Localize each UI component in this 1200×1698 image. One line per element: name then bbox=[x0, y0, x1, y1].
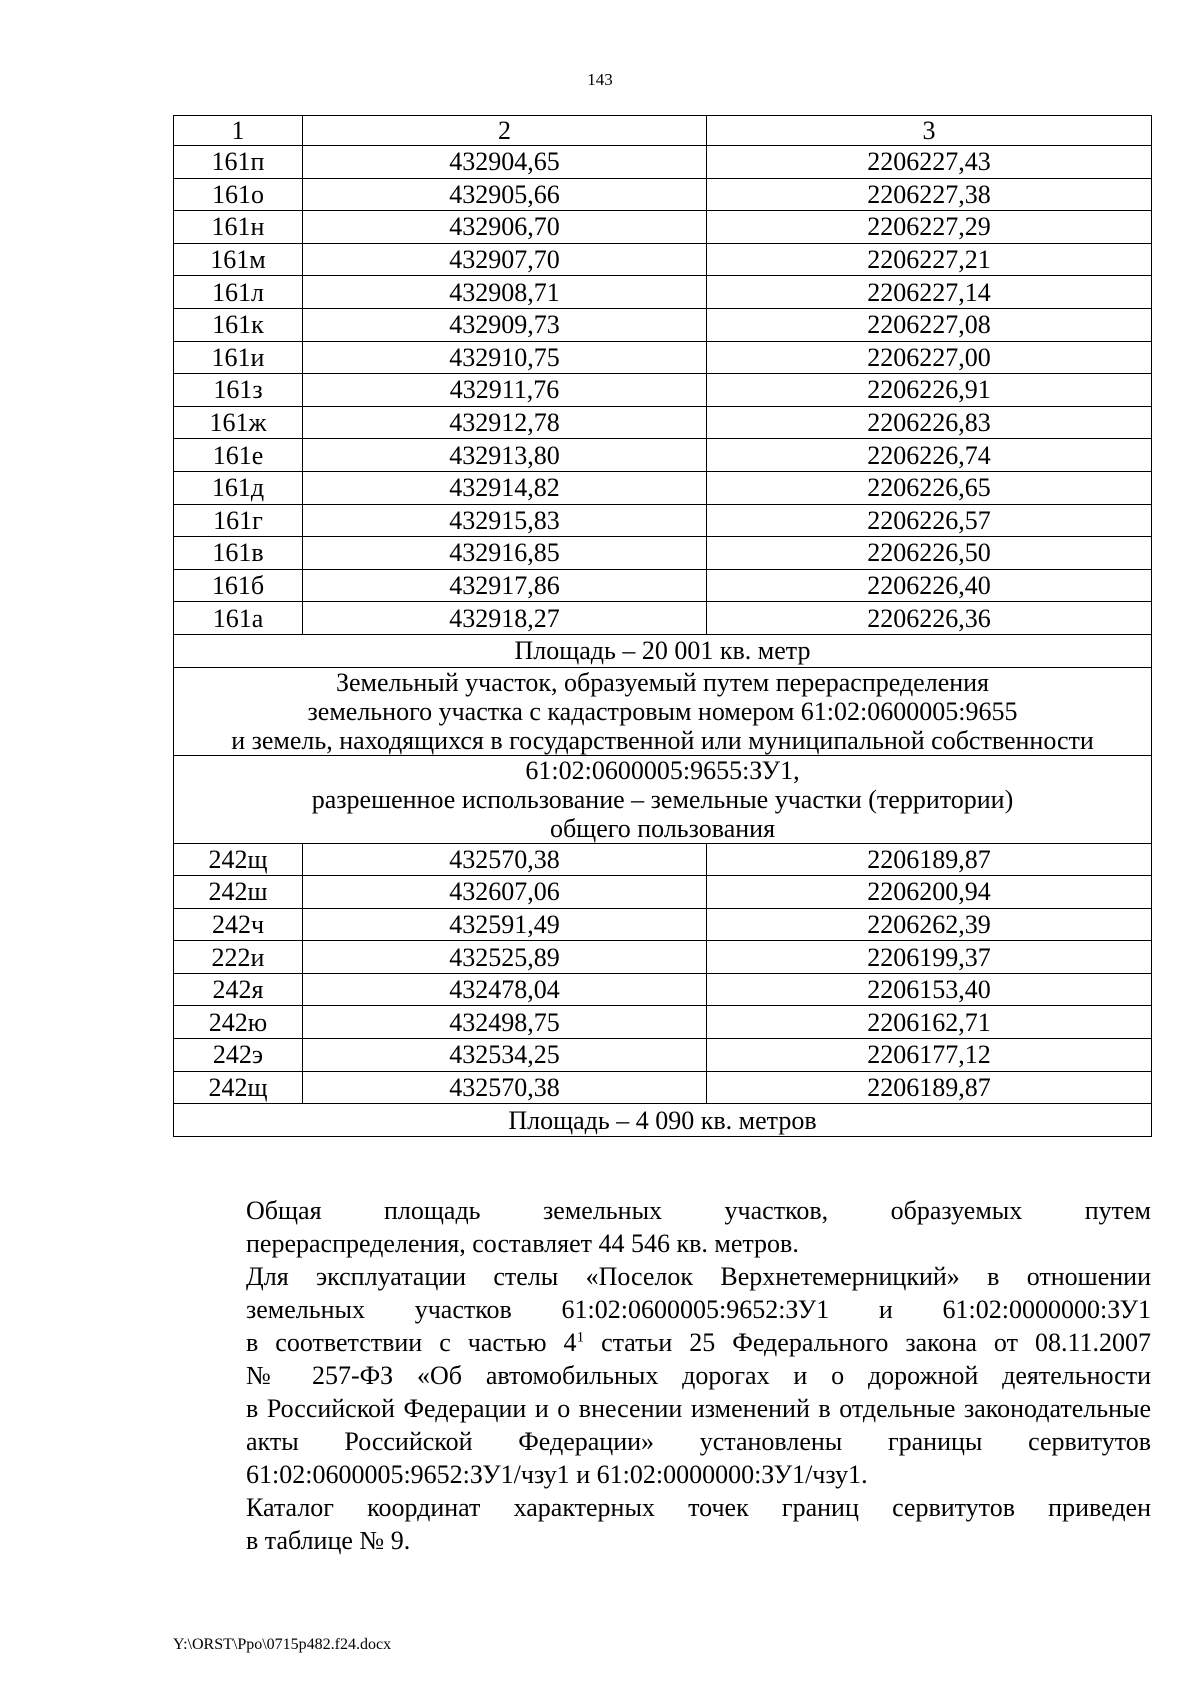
section-subtitle bbox=[174, 755, 1152, 843]
paragraph-servitude bbox=[173, 1260, 1151, 1491]
point-id-cell: 161н bbox=[174, 211, 303, 244]
y-coordinate-cell: 2206227,21 bbox=[707, 243, 1152, 276]
column-header: 3 bbox=[707, 116, 1152, 146]
point-id-cell: 242щ bbox=[174, 843, 303, 876]
table-row bbox=[174, 602, 1152, 635]
point-id-cell: 161б bbox=[174, 569, 303, 602]
table-row bbox=[174, 973, 1152, 1006]
table-row bbox=[174, 1006, 1152, 1039]
x-coordinate-cell: 432906,70 bbox=[303, 211, 707, 244]
section-subtitle-line: разрешенное использование – земельные участки (территории) bbox=[311, 784, 1014, 814]
table-row bbox=[174, 341, 1152, 374]
footer-file-path: Y:\ORST\Ppo\0715p482.f24.docx bbox=[173, 1636, 392, 1653]
y-coordinate-cell: 2206227,29 bbox=[707, 211, 1152, 244]
section-subtitle-row bbox=[174, 755, 1152, 843]
text-line: земельных участков 61:02:0600005:9652:ЗУ1 и 61:02:0000000:ЗУ1 bbox=[246, 1295, 1151, 1324]
x-coordinate-cell: 432607,06 bbox=[303, 876, 707, 909]
section-title-line: земельного участка с кадастровым номером 61:02:0600005:9655 bbox=[307, 696, 1018, 726]
y-coordinate-cell: 2206227,00 bbox=[707, 341, 1152, 374]
y-coordinate-cell: 2206226,74 bbox=[707, 439, 1152, 472]
y-coordinate-cell: 2206189,87 bbox=[707, 843, 1152, 876]
table-row bbox=[174, 146, 1152, 179]
x-coordinate-cell: 432907,70 bbox=[303, 243, 707, 276]
table-row bbox=[174, 211, 1152, 244]
area-total-2: Площадь – 4 090 кв. метров bbox=[174, 1104, 1152, 1137]
area-total-1: Площадь – 20 001 кв. метр bbox=[174, 634, 1152, 667]
group1-rows bbox=[174, 146, 1152, 635]
x-coordinate-cell: 432570,38 bbox=[303, 1071, 707, 1104]
x-coordinate-cell: 432570,38 bbox=[303, 843, 707, 876]
table-row bbox=[174, 569, 1152, 602]
table-row bbox=[174, 308, 1152, 341]
y-coordinate-cell: 2206226,50 bbox=[707, 537, 1152, 570]
area-row bbox=[174, 1104, 1152, 1137]
x-coordinate-cell: 432905,66 bbox=[303, 178, 707, 211]
x-coordinate-cell: 432909,73 bbox=[303, 308, 707, 341]
coordinates-table bbox=[173, 115, 1152, 1137]
section-title-line: и земель, находящихся в государственной или муниципальной собственности bbox=[231, 725, 1094, 755]
y-coordinate-cell: 2206227,14 bbox=[707, 276, 1152, 309]
group2-rows bbox=[174, 843, 1152, 1104]
point-id-cell: 161ж bbox=[174, 406, 303, 439]
table-row bbox=[174, 876, 1152, 909]
x-coordinate-cell: 432908,71 bbox=[303, 276, 707, 309]
table-row bbox=[174, 243, 1152, 276]
page-number: 143 bbox=[587, 70, 613, 89]
text-line: Каталог координат характерных точек границ сервитутов приведен bbox=[246, 1493, 1151, 1522]
y-coordinate-cell: 2206177,12 bbox=[707, 1039, 1152, 1072]
table-row bbox=[174, 439, 1152, 472]
text-line: № 257-ФЗ «Об автомобильных дорогах и о дорожной деятельности bbox=[246, 1361, 1151, 1390]
section-title bbox=[174, 667, 1152, 755]
table-row bbox=[174, 178, 1152, 211]
y-coordinate-cell: 2206200,94 bbox=[707, 876, 1152, 909]
section-subtitle-line: 61:02:0600005:9655:ЗУ1, bbox=[525, 755, 800, 785]
text-line: 61:02:0600005:9652:ЗУ1/чзу1 и 61:02:0000000:ЗУ1/чзу1. bbox=[246, 1460, 868, 1489]
y-coordinate-cell: 2206227,08 bbox=[707, 308, 1152, 341]
text-line bbox=[173, 1326, 1151, 1359]
table-row bbox=[174, 374, 1152, 407]
section-title-row bbox=[174, 667, 1152, 755]
x-coordinate-cell: 432912,78 bbox=[303, 406, 707, 439]
point-id-cell: 242ч bbox=[174, 908, 303, 941]
y-coordinate-cell: 2206226,91 bbox=[707, 374, 1152, 407]
point-id-cell: 222и bbox=[174, 941, 303, 974]
x-coordinate-cell: 432525,89 bbox=[303, 941, 707, 974]
y-coordinate-cell: 2206153,40 bbox=[707, 973, 1152, 1006]
table-row bbox=[174, 908, 1152, 941]
table-header-row bbox=[174, 116, 1152, 146]
table-row bbox=[174, 471, 1152, 504]
point-id-cell: 242щ bbox=[174, 1071, 303, 1104]
point-id-cell: 242э bbox=[174, 1039, 303, 1072]
section-subtitle-line: общего пользования bbox=[549, 813, 776, 843]
point-id-cell: 161л bbox=[174, 276, 303, 309]
point-id-cell: 161к bbox=[174, 308, 303, 341]
point-id-cell: 161в bbox=[174, 537, 303, 570]
body-text bbox=[173, 1194, 1151, 1557]
point-id-cell: 161о bbox=[174, 178, 303, 211]
table-row bbox=[174, 276, 1152, 309]
point-id-cell: 242ю bbox=[174, 1006, 303, 1039]
point-id-cell: 161д bbox=[174, 471, 303, 504]
text-fragment: статьи 25 Федерального закона от 08.11.2007 bbox=[584, 1328, 1151, 1357]
x-coordinate-cell: 432916,85 bbox=[303, 537, 707, 570]
table-row bbox=[174, 941, 1152, 974]
x-coordinate-cell: 432918,27 bbox=[303, 602, 707, 635]
point-id-cell: 161и bbox=[174, 341, 303, 374]
text-fragment: в соответствии с частью 4 bbox=[246, 1328, 577, 1357]
table-row bbox=[174, 504, 1152, 537]
x-coordinate-cell: 432910,75 bbox=[303, 341, 707, 374]
x-coordinate-cell: 432478,04 bbox=[303, 973, 707, 1006]
section-title-line: Земельный участок, образуемый путем перераспределения bbox=[335, 667, 990, 697]
y-coordinate-cell: 2206227,38 bbox=[707, 178, 1152, 211]
point-id-cell: 161п bbox=[174, 146, 303, 179]
x-coordinate-cell: 432498,75 bbox=[303, 1006, 707, 1039]
text-line: перераспределения, составляет 44 546 кв. метров. bbox=[246, 1229, 799, 1258]
y-coordinate-cell: 2206226,65 bbox=[707, 471, 1152, 504]
x-coordinate-cell: 432904,65 bbox=[303, 146, 707, 179]
table-row bbox=[174, 537, 1152, 570]
point-id-cell: 242я bbox=[174, 973, 303, 1006]
paragraph-catalog bbox=[173, 1491, 1151, 1557]
y-coordinate-cell: 2206226,83 bbox=[707, 406, 1152, 439]
table-row bbox=[174, 1071, 1152, 1104]
y-coordinate-cell: 2206226,40 bbox=[707, 569, 1152, 602]
text-line: акты Российской Федерации» установлены границы сервитутов bbox=[246, 1427, 1151, 1456]
column-header: 1 bbox=[174, 116, 303, 146]
point-id-cell: 161м bbox=[174, 243, 303, 276]
y-coordinate-cell: 2206227,43 bbox=[707, 146, 1152, 179]
text-line: Общая площадь земельных участков, образуемых путем bbox=[246, 1196, 1151, 1225]
y-coordinate-cell: 2206189,87 bbox=[707, 1071, 1152, 1104]
x-coordinate-cell: 432915,83 bbox=[303, 504, 707, 537]
x-coordinate-cell: 432914,82 bbox=[303, 471, 707, 504]
table-row bbox=[174, 843, 1152, 876]
y-coordinate-cell: 2206199,37 bbox=[707, 941, 1152, 974]
y-coordinate-cell: 2206226,36 bbox=[707, 602, 1152, 635]
x-coordinate-cell: 432911,76 bbox=[303, 374, 707, 407]
x-coordinate-cell: 432591,49 bbox=[303, 908, 707, 941]
text-line: в таблице № 9. bbox=[246, 1526, 411, 1555]
point-id-cell: 161з bbox=[174, 374, 303, 407]
x-coordinate-cell: 432913,80 bbox=[303, 439, 707, 472]
area-row bbox=[174, 634, 1152, 667]
y-coordinate-cell: 2206162,71 bbox=[707, 1006, 1152, 1039]
point-id-cell: 242ш bbox=[174, 876, 303, 909]
point-id-cell: 161а bbox=[174, 602, 303, 635]
paragraph-total-area bbox=[173, 1194, 1151, 1260]
x-coordinate-cell: 432917,86 bbox=[303, 569, 707, 602]
table-row bbox=[174, 406, 1152, 439]
point-id-cell: 161е bbox=[174, 439, 303, 472]
superscript: 1 bbox=[576, 1329, 585, 1346]
text-line: Для эксплуатации стелы «Поселок Верхнетемерницкий» в отношении bbox=[246, 1262, 1151, 1291]
text-line: в Российской Федерации и о внесении изменений в отдельные законодательные bbox=[246, 1394, 1151, 1423]
table-row bbox=[174, 1039, 1152, 1072]
column-header: 2 bbox=[303, 116, 707, 146]
x-coordinate-cell: 432534,25 bbox=[303, 1039, 707, 1072]
point-id-cell: 161г bbox=[174, 504, 303, 537]
y-coordinate-cell: 2206226,57 bbox=[707, 504, 1152, 537]
y-coordinate-cell: 2206262,39 bbox=[707, 908, 1152, 941]
